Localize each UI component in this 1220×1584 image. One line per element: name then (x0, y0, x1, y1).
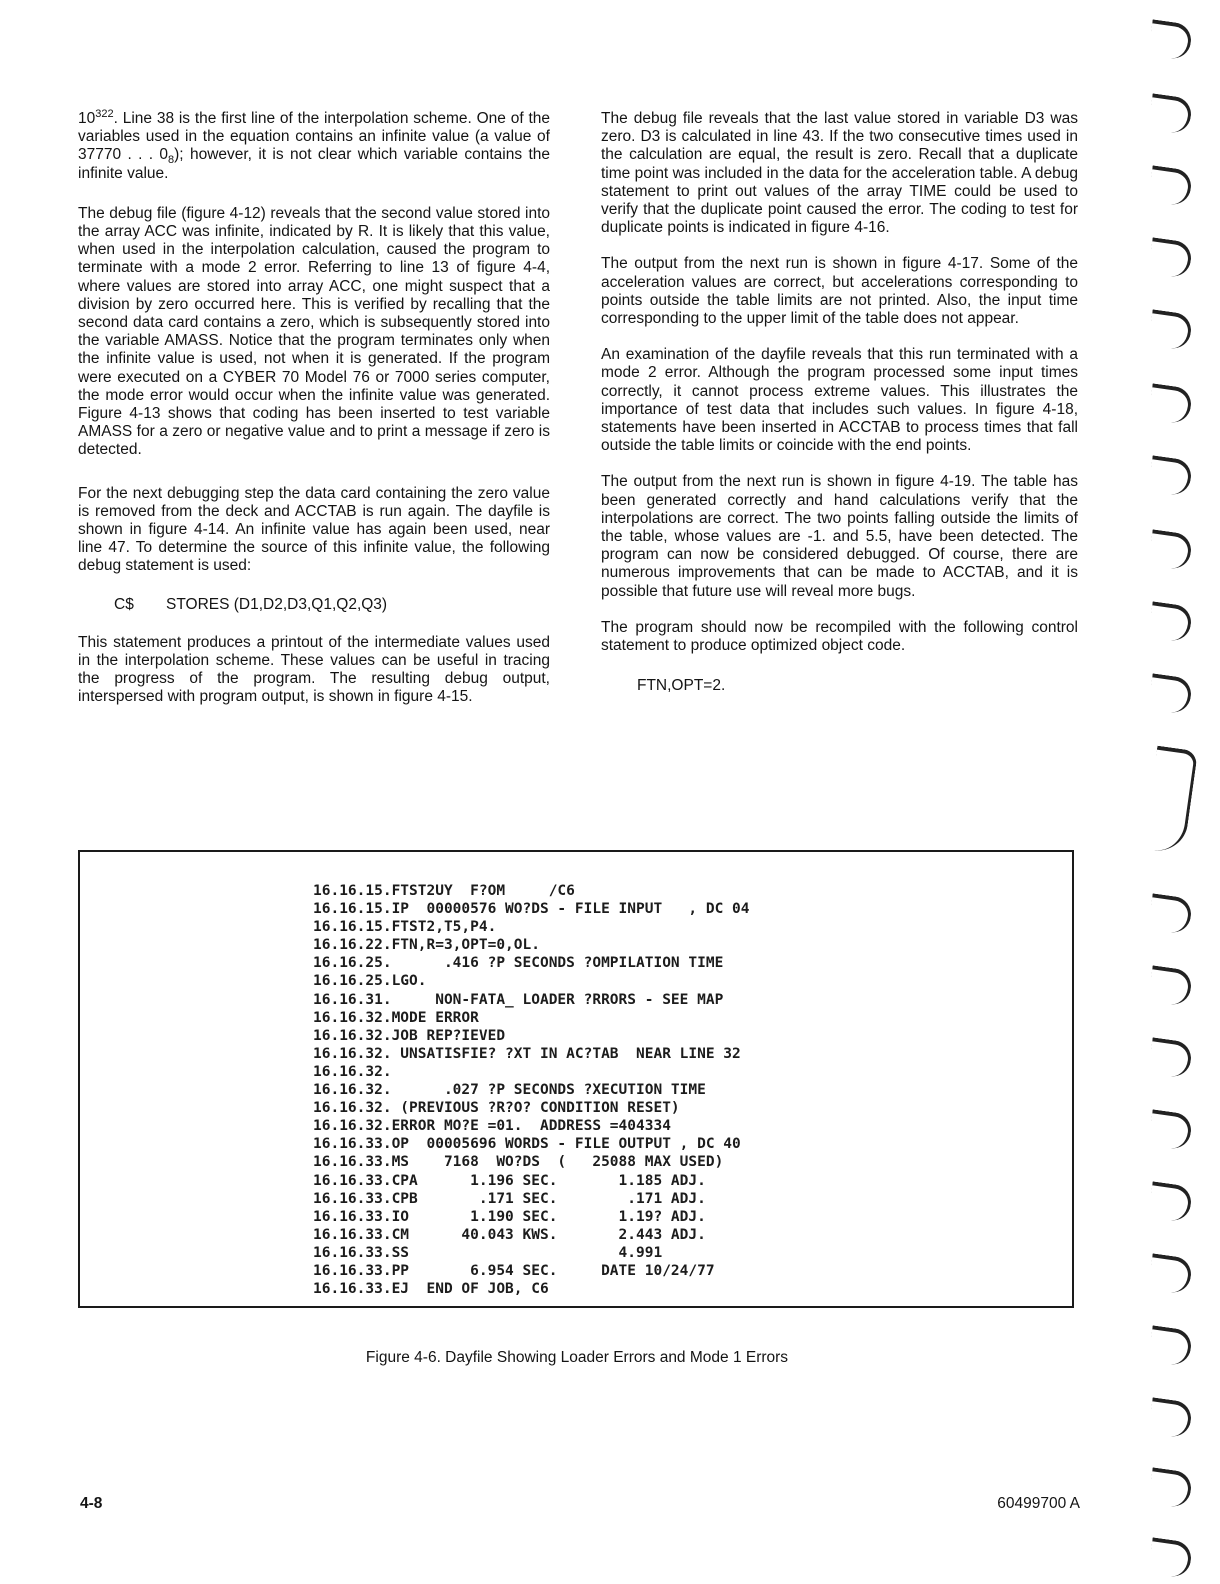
dayfile-line: 16.16.25. .416 ?P SECONDS ?OMPILATION TIME (313, 955, 724, 972)
binder-hole-icon (1148, 529, 1194, 570)
dayfile-line: 16.16.15.IP 00000576 WO?DS - FILE INPUT , DC 04 (313, 901, 750, 918)
dayfile-line: 16.16.33.MS 7168 WO?DS ( 25088 MAX USED) (313, 1154, 724, 1171)
dayfile-line: 16.16.33.OP 00005696 WORDS - FILE OUTPUT , DC 40 (313, 1136, 741, 1153)
paragraph: The debug file (figure 4-12) reveals that the second value stored into the array ACC was infinite, indicated by R. It is likely that this value, when used in the interpolation calculation, caused the program to terminate with a mode 2 error. Referring to line 13 of figure 4-4, where values are stored into array ACC, one might suspect that a division by zero occurred here. This is verified by recalling that the second data card contains a zero, which is subsequently stored into the variable AMASS. Notice that the program terminates only when the infinite value is used, not when it is generated. If the program were executed on a CYBER 70 Model 76 or 7000 series computer, the mode error would occur when the infinite value was generated. Figure 4-13 shows that coding has been inserted to test variable AMASS for a zero or negative value and to print a message if zero is detected. (78, 204, 550, 459)
binder-hole-icon (1148, 1181, 1194, 1222)
binder-holes (1140, 0, 1220, 1584)
page-number: 4-8 (80, 1495, 103, 1512)
paragraph: The output from the next run is shown in figure 4-17. Some of the acceleration values are correct, but accelerations corresponding to points outside the table limits are not printed. Also, the input time corresponding to the upper limit of the table does not appear. (601, 255, 1078, 328)
exponent-base: 10 (78, 110, 96, 127)
paragraph: The debug file reveals that the last value stored in variable D3 was zero. D3 is calculated in line 43. If the two consecutive times used in the calculation are equal, the result is zero. Recall that a duplicate time point was included in the data for the acceleration table. A debug statement to print out values of the array TIME could be used to verify that the duplicate point caused the error. The coding to test for duplicate points is indicated in figure 4-16. (601, 110, 1078, 237)
dayfile-line: 16.16.33.PP 6.954 SEC. DATE 10/24/77 (313, 1262, 715, 1279)
binder-hole-icon (1148, 1325, 1194, 1366)
binder-hole-icon (1148, 1397, 1194, 1438)
dayfile-line: 16.16.25.LGO. (313, 973, 427, 990)
dayfile-line: 16.16.32.MODE ERROR (313, 1009, 479, 1026)
exponent: 322 (95, 107, 114, 120)
dayfile-line: 16.16.33.EJ END OF JOB, C6 (313, 1281, 549, 1298)
paragraph-text: . Line 38 is the first line of the interpolation scheme. One of the variables used in the equation contains an infinite value (a value of 37770 . . . 0 (78, 110, 550, 164)
paragraph: An examination of the dayfile reveals that this run terminated with a mode 2 error. Although the program processed some input times correctly, it cannot process extreme values. This illustrates the importance of test data that includes such values. In figure 4-18, statements have been inserted in ACCTAB to process times that fall outside the table limits or coincide with the end points. (601, 346, 1078, 455)
binder-hole-icon (1148, 19, 1194, 60)
paragraph: This statement produces a printout of the intermediate values used in the interpolation scheme. These values can be useful in tracing the progress of the program. The resulting debug output, interspersed with program output, is shown in figure 4-15. (78, 633, 550, 706)
binder-hole-icon (1148, 1037, 1194, 1078)
left-column (78, 107, 550, 707)
figure-caption: Figure 4-6. Dayfile Showing Loader Errors and Mode 1 Errors (365, 1349, 789, 1366)
debug-statement (114, 596, 550, 614)
dayfile-line: 16.16.32. .027 ?P SECONDS ?XECUTION TIME (313, 1082, 706, 1099)
dayfile-line: 16.16.32.ERROR MO?E =01. ADDRESS =404334 (313, 1118, 671, 1135)
paragraph: The program should now be recompiled with the following control statement to produce optimized object code. (601, 618, 1078, 655)
dayfile-line: 16.16.15.FTST2,T5,P4. (313, 919, 497, 936)
binder-hole-icon (1148, 893, 1194, 934)
dayfile-line: 16.16.33.CM 40.043 KWS. 2.443 ADJ. (313, 1226, 706, 1243)
control-statement: FTN,OPT=2. (637, 677, 726, 695)
dayfile-line: 16.16.32. (313, 1063, 392, 1080)
document-number: 60499700 A (997, 1495, 1080, 1512)
dayfile-line: 16.16.32. UNSATISFIE? ?XT IN AC?TAB NEAR LINE 32 (313, 1045, 741, 1062)
dayfile-listing (313, 882, 750, 1298)
subscript: 8 (168, 154, 175, 167)
dayfile-line: 16.16.31. NON-FATA_ LOADER ?RRORS - SEE MAP (313, 991, 724, 1008)
binder-hole-icon (1148, 237, 1194, 278)
binder-hole-icon (1148, 309, 1194, 350)
paragraph-text: ); however, it is not clear which variable contains the infinite value. (78, 146, 550, 182)
binder-hole-icon (1148, 1537, 1194, 1578)
dayfile-line: 16.16.33.CPB .171 SEC. .171 ADJ. (313, 1190, 706, 1207)
binder-hole-icon (1148, 383, 1194, 424)
dayfile-line: 16.16.33.IO 1.190 SEC. 1.19? ADJ. (313, 1208, 706, 1225)
paragraph: The output from the next run is shown in figure 4-19. The table has been generated correctly and hand calculations verify that the interpolations are correct. The two points falling outside the limits of the table, whose values are -1. and 5.5, have been detected. The program can now be considered debugged. Of course, there are numerous improvements that can be made to ACCTAB, and it is possible that future use will reveal more bugs. (601, 473, 1078, 600)
binder-hole-icon (1148, 673, 1194, 714)
binder-hole-icon (1148, 1253, 1194, 1294)
figure-box (78, 850, 1074, 1308)
dayfile-line: 16.16.15.FTST2UY F?OM /C6 (313, 883, 575, 899)
binder-hole-icon (1148, 93, 1194, 134)
paragraph: For the next debugging step the data card containing the zero value is removed from the deck and ACCTAB is run again. The dayfile is shown in figure 4-14. An infinite value has again been used, near line 47. To determine the source of this infinite value, the following debug statement is used: (78, 484, 550, 575)
binder-hole-icon (1143, 746, 1198, 855)
right-column (601, 110, 1078, 695)
dayfile-line: 16.16.32.JOB REP?IEVED (313, 1027, 506, 1044)
binder-hole-icon (1148, 455, 1194, 496)
dayfile-line: 16.16.33.SS 4.991 (313, 1244, 663, 1261)
binder-hole-icon (1148, 165, 1194, 206)
dayfile-line: 16.16.22.FTN,R=3,OPT=0,OL. (313, 937, 540, 954)
paragraph (78, 107, 550, 183)
statement-text: STORES (D1,D2,D3,Q1,Q2,Q3) (166, 595, 388, 613)
binder-hole-icon (1148, 1467, 1194, 1508)
binder-hole-icon (1148, 1109, 1194, 1150)
statement-prefix: C$ (114, 595, 134, 613)
binder-hole-icon (1148, 965, 1194, 1006)
binder-hole-icon (1148, 601, 1194, 642)
dayfile-line: 16.16.32. (PREVIOUS ?R?O? CONDITION RESET) (313, 1100, 680, 1117)
dayfile-line: 16.16.33.CPA 1.196 SEC. 1.185 ADJ. (313, 1172, 706, 1189)
